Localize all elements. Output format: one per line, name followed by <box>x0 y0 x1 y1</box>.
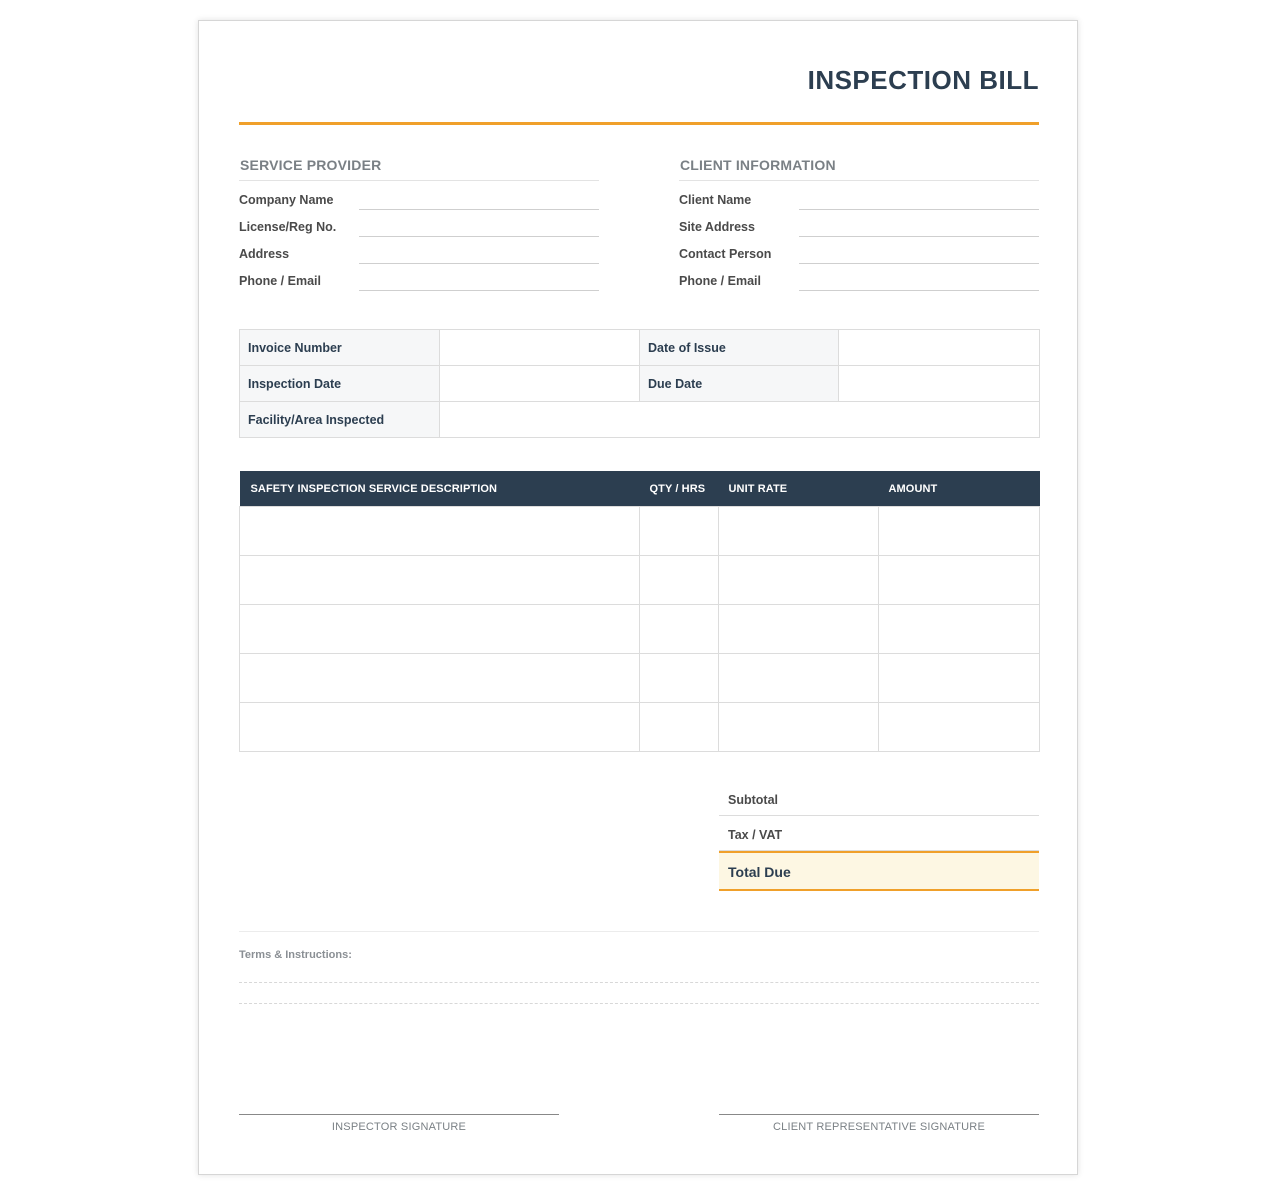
service-provider-heading: SERVICE PROVIDER <box>239 157 599 181</box>
client-information-section <box>679 157 1039 289</box>
client-contact-person-label: Contact Person <box>679 247 772 261</box>
unit-rate-cell[interactable] <box>719 605 879 654</box>
qty-cell[interactable] <box>640 556 719 605</box>
service-provider-section <box>239 157 599 289</box>
qty-cell[interactable] <box>640 654 719 703</box>
facility-label: Facility/Area Inspected <box>240 402 440 438</box>
provider-company-row <box>239 181 599 208</box>
description-cell[interactable] <box>240 654 640 703</box>
client-name-label: Client Name <box>679 193 752 207</box>
invoice-meta-table <box>239 329 1040 438</box>
line-items-table <box>239 471 1040 752</box>
title-divider <box>239 122 1039 125</box>
total-due-label: Total Due <box>728 864 791 880</box>
provider-address-label: Address <box>239 247 290 261</box>
terms-label: Terms & Instructions: <box>239 949 352 961</box>
provider-license-label: License/Reg No. <box>239 220 337 234</box>
terms-line-2[interactable] <box>239 1003 1039 1004</box>
table-row <box>240 703 1040 752</box>
client-name-row <box>679 181 1039 208</box>
subtotal-label: Subtotal <box>728 793 778 807</box>
client-site-label: Site Address <box>679 220 755 234</box>
amount-cell[interactable] <box>879 605 1040 654</box>
description-cell[interactable] <box>240 605 640 654</box>
amount-cell[interactable] <box>879 654 1040 703</box>
client-site-row <box>679 208 1039 235</box>
provider-license-row <box>239 208 599 235</box>
total-due-row[interactable] <box>719 851 1039 891</box>
amount-cell[interactable] <box>879 556 1040 605</box>
client-phone-field[interactable] <box>799 290 1039 291</box>
provider-contact-field[interactable] <box>359 290 599 291</box>
qty-cell[interactable] <box>640 605 719 654</box>
provider-contact-label: Phone / Email <box>239 274 321 288</box>
due-date-field[interactable] <box>839 366 1040 402</box>
inspector-signature-label: INSPECTOR SIGNATURE <box>331 1121 467 1133</box>
tax-row[interactable] <box>719 816 1039 851</box>
table-row <box>240 556 1040 605</box>
meta-row <box>240 402 1040 438</box>
meta-row <box>240 366 1040 402</box>
totals-section <box>719 781 1039 891</box>
table-row <box>240 605 1040 654</box>
subtotal-row[interactable] <box>719 781 1039 816</box>
description-cell[interactable] <box>240 703 640 752</box>
qty-cell[interactable] <box>640 507 719 556</box>
table-row <box>240 654 1040 703</box>
amount-column-header: AMOUNT <box>879 471 1040 507</box>
client-information-heading: CLIENT INFORMATION <box>679 157 1039 181</box>
unit-rate-cell[interactable] <box>719 556 879 605</box>
provider-company-label: Company Name <box>239 193 334 207</box>
client-phone-row <box>679 262 1039 289</box>
provider-contact-row <box>239 262 599 289</box>
description-cell[interactable] <box>240 556 640 605</box>
invoice-number-field[interactable] <box>440 330 640 366</box>
qty-cell[interactable] <box>640 703 719 752</box>
client-signature-label: CLIENT REPRESENTATIVE SIGNATURE <box>773 1121 985 1133</box>
terms-divider <box>239 931 1039 932</box>
inspection-date-field[interactable] <box>440 366 640 402</box>
line-items-header <box>240 471 1040 507</box>
date-of-issue-field[interactable] <box>839 330 1040 366</box>
inspection-date-label: Inspection Date <box>240 366 440 402</box>
tax-label: Tax / VAT <box>728 828 783 842</box>
table-row <box>240 507 1040 556</box>
description-cell[interactable] <box>240 507 640 556</box>
unit-rate-column-header: UNIT RATE <box>719 471 879 507</box>
amount-cell[interactable] <box>879 507 1040 556</box>
page-title: INSPECTION BILL <box>807 65 1039 95</box>
client-contact-person-row <box>679 235 1039 262</box>
meta-row <box>240 330 1040 366</box>
unit-rate-cell[interactable] <box>719 507 879 556</box>
amount-cell[interactable] <box>879 703 1040 752</box>
client-phone-label: Phone / Email <box>679 274 761 288</box>
invoice-page <box>198 20 1078 1175</box>
date-of-issue-label: Date of Issue <box>640 330 839 366</box>
qty-column-header: QTY / HRS <box>640 471 719 507</box>
client-signature-line[interactable] <box>719 1114 1039 1133</box>
terms-line-1[interactable] <box>239 982 1039 983</box>
due-date-label: Due Date <box>640 366 839 402</box>
description-column-header: SAFETY INSPECTION SERVICE DESCRIPTION <box>240 471 640 507</box>
unit-rate-cell[interactable] <box>719 654 879 703</box>
facility-field[interactable] <box>440 402 1040 438</box>
inspector-signature-line[interactable] <box>239 1114 559 1133</box>
provider-address-row <box>239 235 599 262</box>
invoice-number-label: Invoice Number <box>240 330 440 366</box>
unit-rate-cell[interactable] <box>719 703 879 752</box>
